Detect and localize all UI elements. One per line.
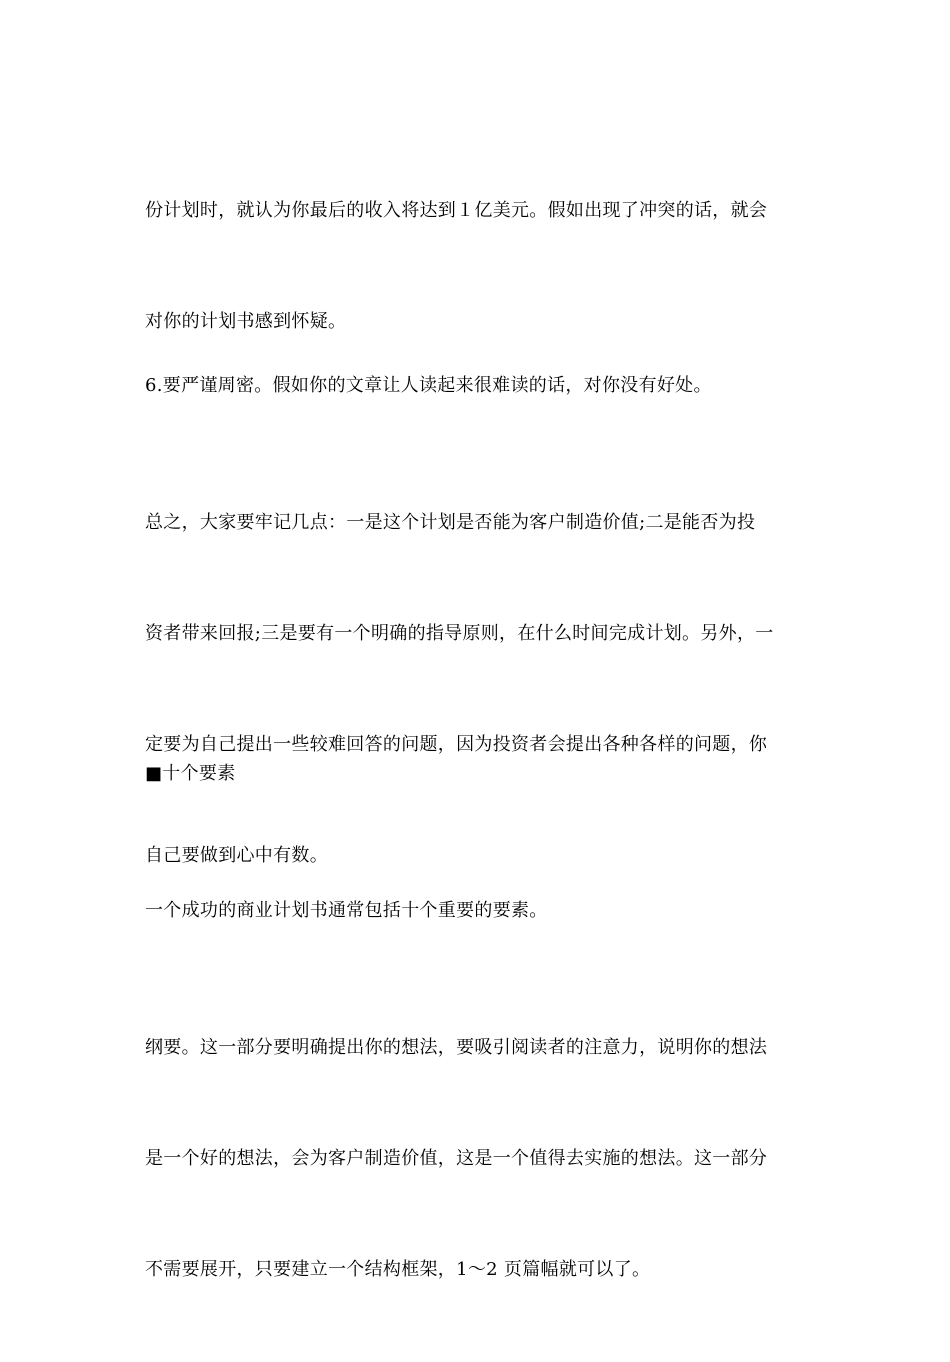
text-line: 纲要。这一部分要明确提出你的想法，要吸引阅读者的注意力，说明你的想法 — [145, 1037, 768, 1058]
text-line: 资者带来回报;三是要有一个明确的指导原则，在什么时间完成计划。另外，一 — [145, 623, 774, 644]
text-line: 一个成功的商业计划书通常包括十个重要的要素。 — [145, 900, 548, 921]
text-line: 对你的计划书感到怀疑。 — [145, 311, 347, 332]
text-line: ■十个要素 — [145, 763, 236, 784]
text-line: 是一个好的想法，会为客户制造价值，这是一个值得去实施的想法。这一部分 — [145, 1148, 768, 1169]
text-line: 定要为自己提出一些较难回答的问题，因为投资者会提出各种各样的问题，你 — [145, 734, 768, 755]
text-line: 不需要展开，只要建立一个结构框架，1～2 页篇幅就可以了。 — [145, 1259, 651, 1280]
text-line: 份计划时，就认为你最后的收入将达到１亿美元。假如出现了冲突的话，就会 — [145, 200, 768, 221]
text-line: 总之，大家要牢记几点：一是这个计划是否能为客户制造价值;二是能否为投 — [145, 512, 756, 533]
paragraph-outline — [145, 955, 805, 1362]
text-line: 6.要严谨周密。假如你的文章让人读起来很难读的话，对你没有好处。 — [145, 375, 712, 396]
text-line: 自己要做到心中有数。 — [145, 845, 328, 866]
